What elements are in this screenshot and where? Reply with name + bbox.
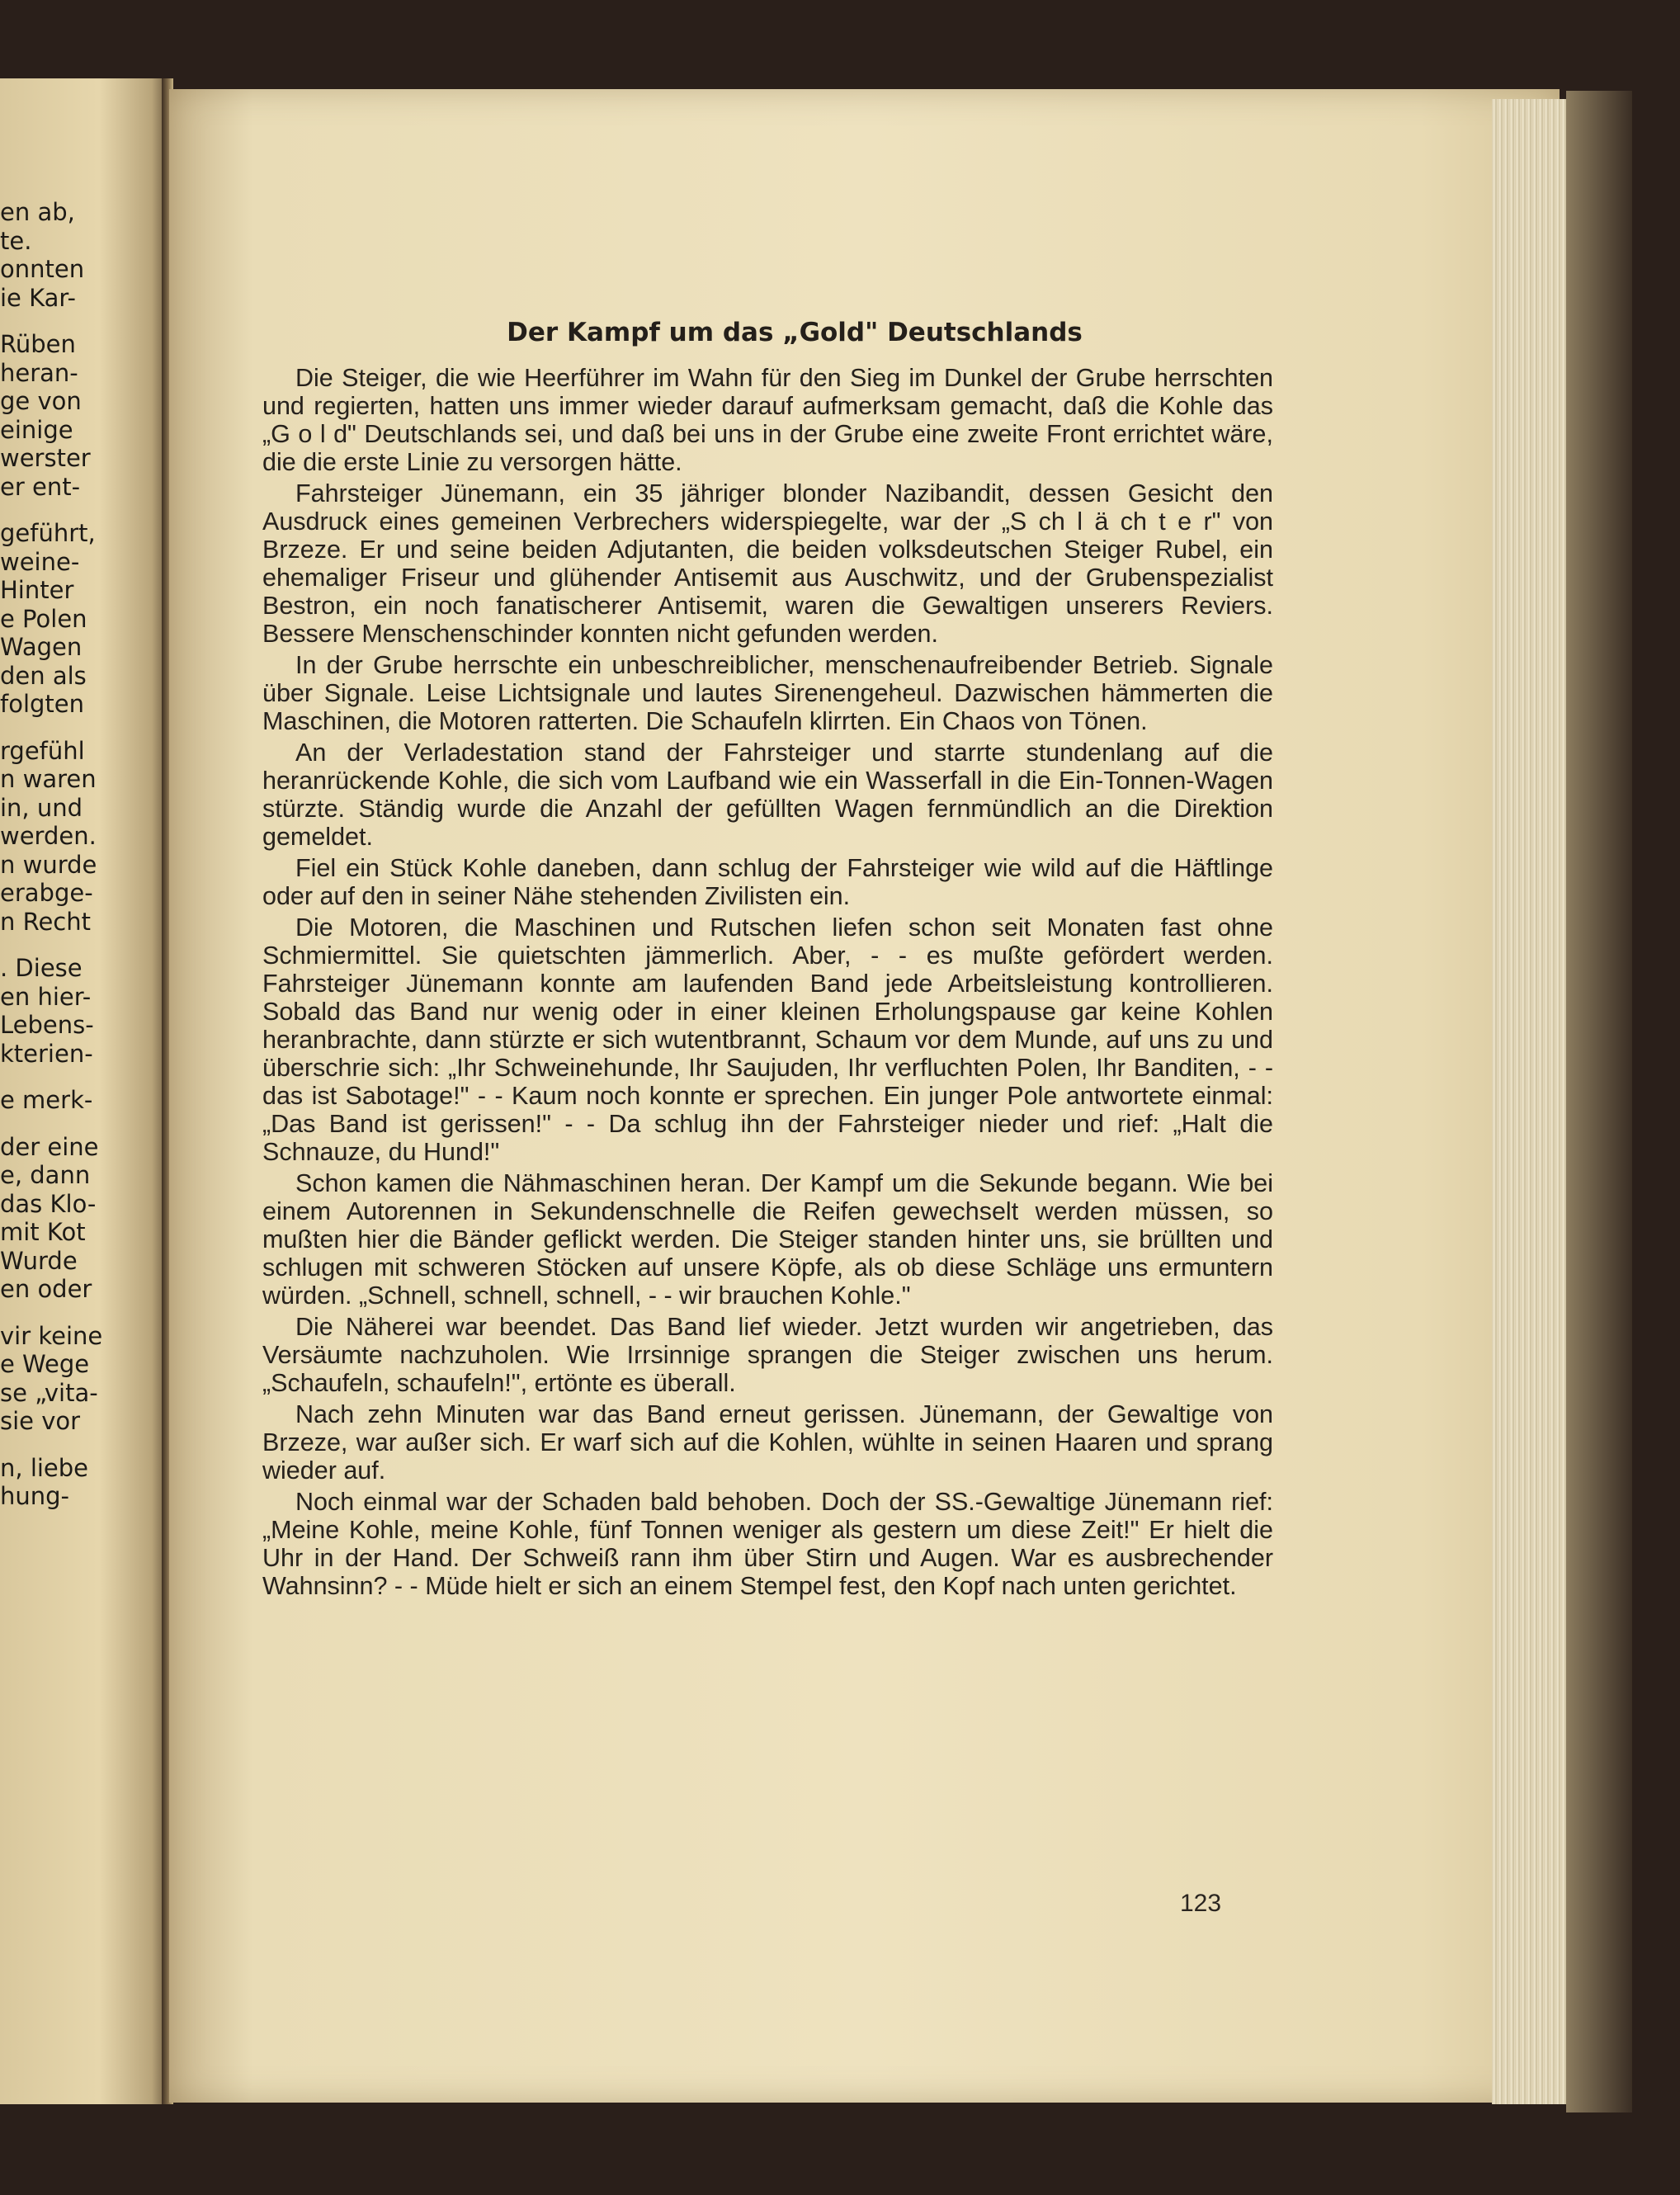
left-page-fragment: werden. (0, 822, 97, 850)
paragraph: Noch einmal war der Schaden bald behoben. Doch der SS.-Gewaltige Jünemann rief: „Meine Kohle, meine Kohle, fünf Tonnen weniger als gestern um diese Zeit!" Er hielt die Uhr in der Hand. Der Schweiß rann ihm über Stirn und Augen. War es ausbrechender Wahnsinn? - - Müde hielt er sich an einem Stempel fest, den Kopf nach unten gerichtet. (262, 1488, 1273, 1600)
left-page-fragment: ge von (0, 387, 82, 415)
left-page-fragment: en oder (0, 1275, 92, 1303)
page-number: 123 (1180, 1890, 1222, 1917)
paragraph: Schon kamen die Nähmaschinen heran. Der Kampf um die Sekunde begann. Wie bei einem Autorennen in Sekundenschnelle die Reifen gewechselt werden müssen, so mußten hier die Bänder geflickt werden. Die Steiger standen hinter uns, sie brüllten und schlugen mit schweren Stöcken auf unsere Köpfe, als ob diese Schläge uns ermuntern würden. „Schnell, schnell, schnell, - - wir brauchen Kohle." (262, 1169, 1273, 1310)
left-page-fragment: er ent- (0, 472, 81, 501)
article-title: Der Kampf um das „Gold" Deutschlands (507, 318, 1083, 347)
left-page-fragment: erabge- (0, 879, 93, 907)
paragraph: Nach zehn Minuten war das Band erneut gerissen. Jünemann, der Gewaltige von Brzeze, war außer sich. Er warf sich auf die Kohlen, wühlte in seinen Haaren und sprang wieder auf. (262, 1400, 1273, 1485)
left-page-fragment: rgefühl (0, 736, 85, 765)
left-page-fragment: werster (0, 444, 91, 472)
left-page-fragment: n Recht (0, 907, 91, 936)
left-page-fragment: e Polen (0, 604, 87, 633)
left-page (0, 78, 165, 2104)
left-page-fragment: Wurde (0, 1246, 78, 1275)
left-page-fragment: in, und (0, 793, 83, 822)
left-page-fragment: n wurde (0, 850, 97, 879)
left-page-fragment: folgten (0, 690, 85, 718)
left-page-fragment: n waren (0, 765, 97, 793)
left-page-fragment: onnten (0, 255, 85, 283)
paragraph: Die Motoren, die Maschinen und Rutschen liefen schon seit Monaten fast ohne Schmiermittel. Sie quietschten jämmerlich. Aber, - - es mußte gefördert werden. Fahrsteiger Jünemann konnte am laufenden Band jede Arbeitsleistung kontrollieren. Sobald das Band nur wenig oder in einer kleinen Erholungspause gar keine Kohlen heranbrachte, dann stürzte er sich wutentbrannt, Schaum vor dem Munde, auf uns zu und überschrie sich: „Ihr Schweinehunde, Ihr Saujuden, Ihr verfluchten Polen, Ihr Banditen, - - das ist Sabotage!" - - Kaum noch konnte er sprechen. Ein junger Pole antwortete einmal: „Das Band ist gerissen!" - - Da schlug ihn der Fahrsteiger nieder und rief: „Halt die Schnauze, du Hund!" (262, 913, 1273, 1166)
left-page-fragment: te. (0, 226, 32, 255)
left-page-fragment: Lebens- (0, 1011, 94, 1039)
left-page-fragment: vir keine (0, 1321, 103, 1350)
paragraph: In der Grube herrschte ein unbeschreiblicher, menschenaufreibender Betrieb. Signale über Signale. Leise Lichtsignale und lautes Sirenengeheul. Dazwischen hämmerten die Maschinen, die Motoren ratterten. Die Schaufeln klirrten. Ein Chaos von Tönen. (262, 651, 1273, 735)
left-page-fragment: geführt, (0, 519, 96, 547)
paragraph: Fiel ein Stück Kohle daneben, dann schlug der Fahrsteiger wie wild auf die Häftlinge oder auf den in seiner Nähe stehenden Zivilisten ein. (262, 854, 1273, 910)
left-page-fragment: heran- (0, 358, 78, 387)
paragraph: Die Steiger, die wie Heerführer im Wahn für den Sieg im Dunkel der Grube herrschten und regierten, hatten uns immer wieder darauf aufmerksam gemacht, daß die Kohle das „G o l d" Deutschlands sei, und daß bei uns in der Grube eine zweite Front errichtet wäre, die die erste Linie zu versorgen hätte. (262, 364, 1273, 476)
left-page-fragment: Wagen (0, 633, 83, 661)
left-page-fragment: Hinter (0, 576, 74, 604)
left-page-fragment: Rüben (0, 330, 76, 358)
left-page-fragment: mit Kot (0, 1218, 86, 1246)
left-page-fragment: . Diese (0, 954, 83, 982)
left-page-fragment: den als (0, 661, 87, 690)
left-page-fragment: e merk- (0, 1086, 93, 1114)
left-page-fragment: ie Kar- (0, 283, 76, 312)
left-page-fragment: einige (0, 415, 73, 444)
page-edges (1492, 99, 1566, 2104)
left-page-fragment: kterien- (0, 1039, 93, 1068)
left-page-fragment: das Klo- (0, 1189, 97, 1218)
article (262, 318, 1273, 1603)
book-edge-shadow (1566, 91, 1632, 2112)
left-page-fragment: en ab, (0, 198, 75, 226)
left-page-fragment: hung- (0, 1482, 70, 1510)
left-page-fragment: n, liebe (0, 1453, 89, 1482)
left-page-fragment: e, dann (0, 1161, 91, 1189)
paragraph: An der Verladestation stand der Fahrsteiger und starrte stundenlang auf die heranrückende Kohle, die sich vom Laufband wie ein Wasserfall in die Ein-Tonnen-Wagen stürzte. Ständig wurde die Anzahl der gefüllten Wagen fernmündlich an die Direktion gemeldet. (262, 739, 1273, 851)
left-page-fragment: en hier- (0, 982, 92, 1011)
paragraph: Fahrsteiger Jünemann, ein 35 jähriger blonder Nazibandit, dessen Gesicht den Ausdruck eines gemeinen Verbrechers widerspiegelte, war der „S ch l ä ch t e r" von Brzeze. Er und seine beiden Adjutanten, die beiden volksdeutschen Steiger Rubel, ein ehemaliger Friseur und glühender Antisemit aus Auschwitz, und der Grubenspezialist Bestron, ein noch fanatischerer Antisemit, waren die Gewaltigen unserers Reviers. Bessere Menschenschinder konnten nicht gefunden werden. (262, 479, 1273, 648)
left-page-fragment: sie vor (0, 1407, 81, 1435)
left-page-fragment: weine- (0, 547, 80, 576)
left-page-fragment: e Wege (0, 1350, 90, 1378)
paragraph: Die Näherei war beendet. Das Band lief wieder. Jetzt wurden wir angetrieben, das Versäumte nachzuholen. Wie Irrsinnige sprangen die Steiger zwischen uns herum. „Schaufeln, schaufeln!", ertönte es überall. (262, 1313, 1273, 1397)
left-page-fragment: se „vita- (0, 1378, 98, 1407)
left-page-fragment: der eine (0, 1132, 99, 1161)
